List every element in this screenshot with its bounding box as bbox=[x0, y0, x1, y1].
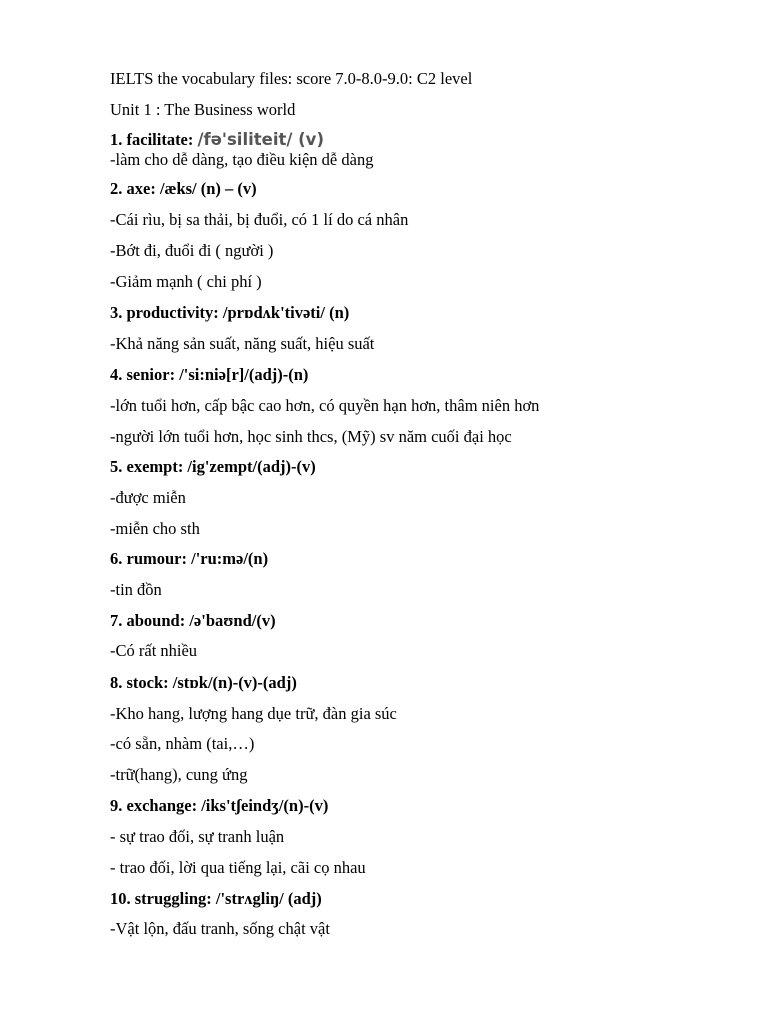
entry-heading: 6. rumour: /'ru:mə/(n) bbox=[110, 549, 269, 568]
entry-pronunciation: /fə'siliteit/ (v) bbox=[197, 130, 324, 149]
entry-meaning: -Giảm mạnh ( chi phí ) bbox=[110, 272, 262, 291]
document-title: IELTS the vocabulary files: score 7.0-8.0-9.0: C2 level bbox=[110, 69, 473, 88]
entry-meaning: -làm cho dễ dàng, tạo điều kiện dễ dàng bbox=[110, 150, 374, 169]
entry-meaning: -Có rất nhiều bbox=[110, 641, 198, 660]
entry-meaning: -được miễn bbox=[110, 488, 186, 507]
entry-meaning: -Kho hang, lượng hang dụe trữ, đàn gia súc bbox=[110, 704, 397, 723]
entry-heading: 9. exchange: /iks'tʃeindʒ/(n)-(v) bbox=[110, 796, 329, 815]
entry-heading: 10. struggling: /'strʌgliŋ/ (adj) bbox=[110, 889, 322, 908]
entry-heading: 3. productivity: /prɒdʌk'tivəti/ (n) bbox=[110, 303, 350, 322]
entry-meaning: -Khả năng sản suất, năng suất, hiệu suất bbox=[110, 334, 375, 353]
entry-meaning: -Vật lộn, đấu tranh, sống chật vật bbox=[110, 919, 330, 938]
entry-meaning: -lớn tuổi hơn, cấp bậc cao hơn, có quyền hạn hơn, thâm niên hơn bbox=[110, 396, 540, 415]
entry-meaning: - sự trao đối, sự tranh luận bbox=[110, 827, 285, 846]
entry-heading: 2. axe: /æks/ (n) – (v) bbox=[110, 179, 257, 198]
entry-heading: 7. abound: /ə'baʊnd/(v) bbox=[110, 611, 276, 630]
entry-meaning: -tin đồn bbox=[110, 580, 162, 599]
entry-meaning: - trao đối, lời qua tiếng lại, cãi cọ nhau bbox=[110, 858, 366, 877]
entry-meaning: -miễn cho sth bbox=[110, 519, 200, 538]
unit-heading: Unit 1 : The Business world bbox=[110, 100, 296, 119]
entry-heading bbox=[110, 130, 324, 150]
entry-heading: 4. senior: /'si:niə[r]/(adj)-(n) bbox=[110, 365, 309, 384]
entry-meaning: -trữ(hang), cung ứng bbox=[110, 765, 248, 784]
entry-heading: 5. exempt: /ig'zempt/(adj)-(v) bbox=[110, 457, 316, 476]
entry-meaning: -Bớt đi, đuổi đi ( người ) bbox=[110, 241, 274, 260]
entry-word: 1. facilitate: bbox=[110, 130, 198, 149]
entry-meaning: -Cái rìu, bị sa thải, bị đuổi, có 1 lí do cá nhân bbox=[110, 210, 409, 229]
entry-meaning: -người lớn tuổi hơn, học sinh thcs, (Mỹ) sv năm cuối đại học bbox=[110, 427, 512, 446]
entry-heading: 8. stock: /stɒk/(n)-(v)-(adj) bbox=[110, 673, 297, 692]
entry-meaning: -có sẵn, nhàm (tai,…) bbox=[110, 734, 255, 753]
